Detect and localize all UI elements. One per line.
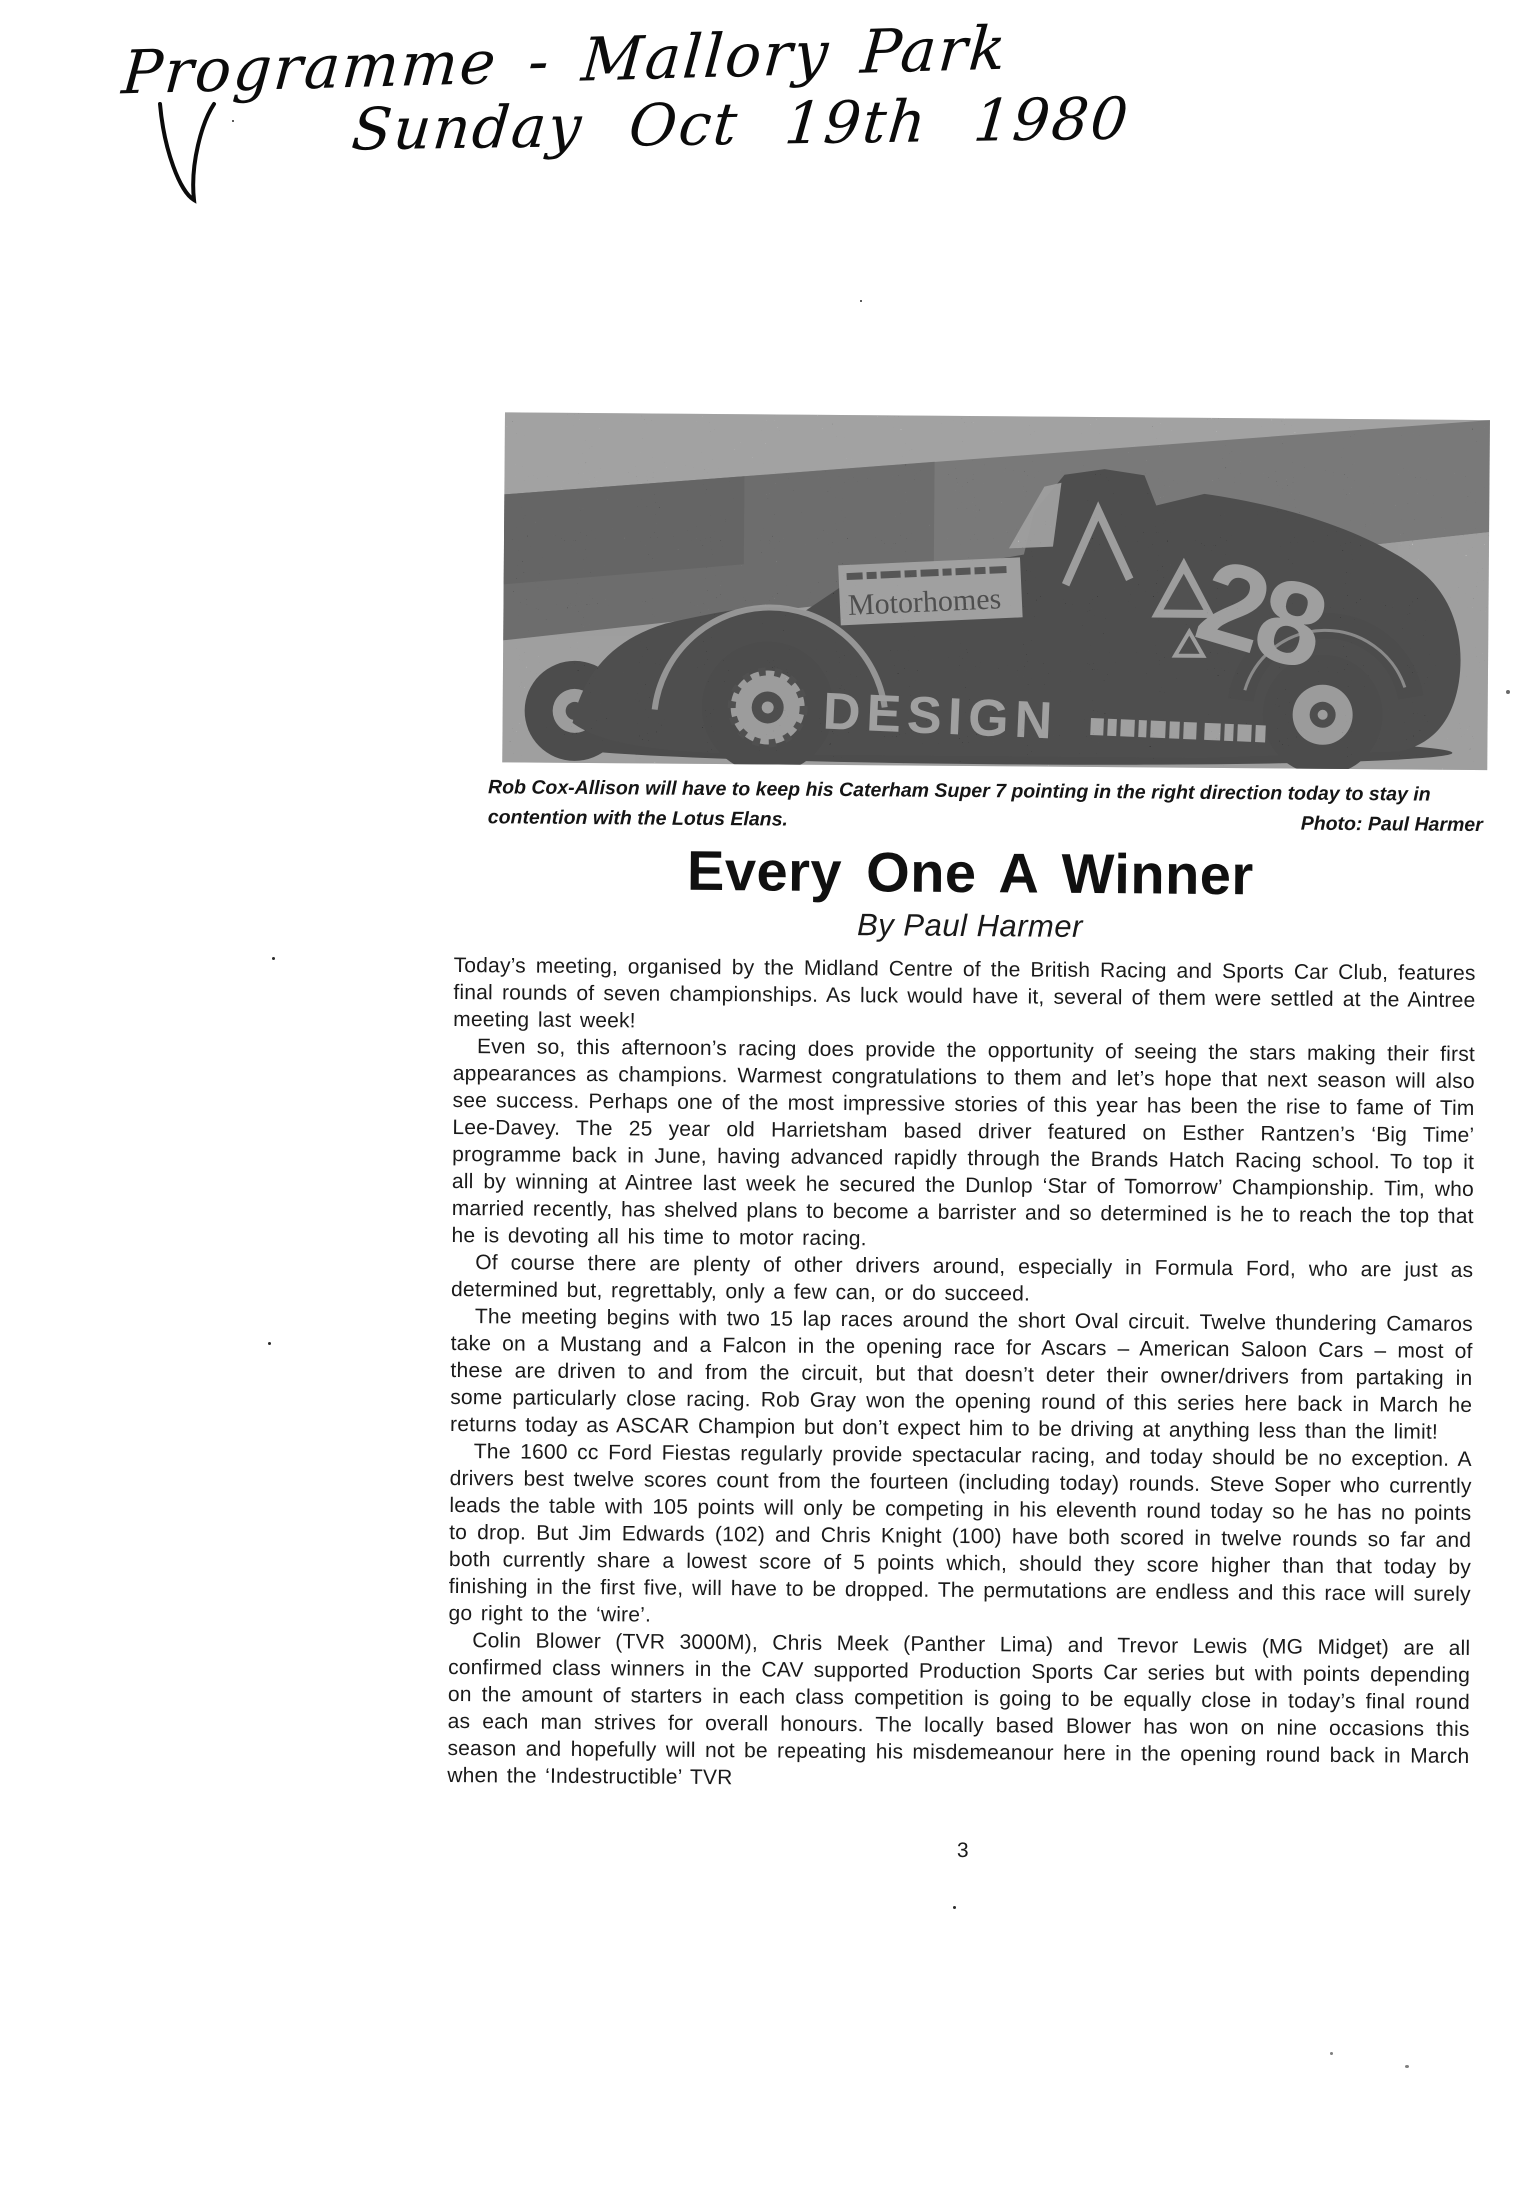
- article-paragraph: Colin Blower (TVR 3000M), Chris Meek (Panther Lima) and Trevor Lewis (MG Midget) are all confirmed class winners in the CAV supported Production Sports Car series but with points depending on the amount of starters in each class competition is going to be equally close in today’s final round as each man strives for overall honours. The locally based Blower has won on nine occasions this season and hopefully will not be repeating his misdemeanour here in the opening round back in March when the ‘Indestructible’ TVR: [447, 1628, 1471, 1789]
- article-paragraph: The 1600 cc Ford Fiestas regularly provide spectacular racing, and today should be no exception. A drivers best twelve scores count from the fourteen (including today) rounds. Steve Soper who currently leads the table with 105 points will only be competing in his eleventh round today so he has no points to drop. But Jim Edwards (102) and Chris Knight (100) have both scored in twelve rounds so far and both currently share a lowest score of 5 points which, should they score higher than that today by finishing in the first five, will have to be dropped. The permutations are endless and this race will surely go right to the ‘wire’.: [448, 1439, 1472, 1627]
- printed-column: [447, 412, 1490, 1867]
- article-paragraph: Today’s meeting, organised by the Midland Centre of the British Racing and Sports Car Club, features final rounds of seven championships. As luck would have it, several of them were settled at the Aintree meeting last week!: [453, 953, 1476, 1033]
- article-paragraph: Of course there are plenty of other drivers around, especially in Formula Ford, who are just as determined but, regrettably, only a few can, or do succeed.: [451, 1250, 1474, 1306]
- photo-credit: Photo: Paul Harmer: [1300, 812, 1483, 837]
- article-body: [447, 952, 1476, 1797]
- race-car-photo: [502, 412, 1490, 770]
- article-paragraph: Even so, this afternoon’s racing does provide the opportunity of seeing the stars making their first appearances as champions. Warmest congratulations to them and let’s hope that next season will also see success. Perhaps one of the most impressive stories of this year has been the rise to fame of Tim Lee-Davey. The 25 year old Harrietsham based driver featured on Esther Rantzen’s ‘Big Time’ programme back in June, having advanced rapidly through the Brands Hatch Racing school. To top it all by winning at Aintree last week he secured the Dunlop ‘Star of Tomorrow’ Championship. Tim, who married recently, has shelved plans to become a barrister and so determined is he to reach the top that he is devoting all his time to motor racing.: [451, 1034, 1476, 1250]
- grain-white: [502, 412, 1490, 770]
- article-headline: Every One A Winner: [686, 838, 1254, 907]
- photo-caption-text: Rob Cox-Allison will have to keep his Caterham Super 7 pointing in the right direction today to stay in contention with the Lotus Elans.: [487, 776, 1431, 831]
- handwritten-title: Programme - Mallory Park: [119, 13, 1011, 109]
- handwritten-flourish: [150, 100, 240, 220]
- page-number: 3: [956, 1838, 969, 1862]
- photo-caption: [488, 772, 1485, 840]
- handwritten-date: Sunday Oct 19th 1980: [348, 84, 1133, 164]
- article-byline: By Paul Harmer: [856, 906, 1084, 944]
- article-paragraph: The meeting begins with two 15 lap races around the short Oval circuit. Twelve thundering Camaros take on a Mustang and a Falcon in the opening race for Ascars – American Saloon Cars – most of these are driven to and from the circuit, but that doesn’t deter their owner/drivers from partaking in some particularly close racing. Rob Gray won the opening round of this series here back in March he returns today as ASCAR Champion but don’t expect him to be driving at anything less than the limit!: [449, 1304, 1473, 1444]
